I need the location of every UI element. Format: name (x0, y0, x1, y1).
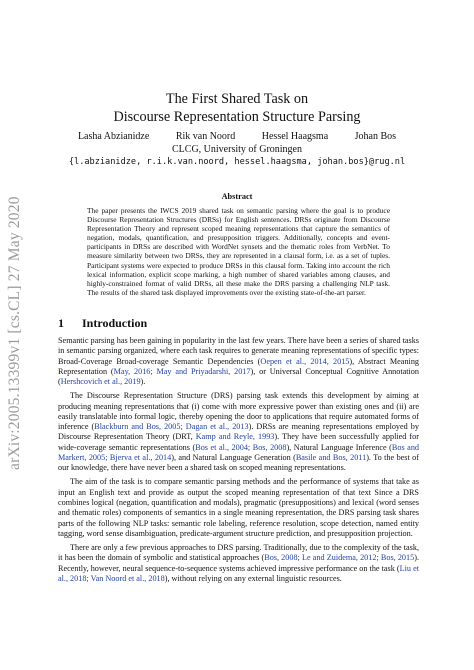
text-run: ). Recently, however, neural sequence-to-sequence systems achieved impressive performance on the task ( (58, 553, 419, 573)
citation-link[interactable]: Blackburn and Bos, 2005; Dagan et al., 2013 (94, 422, 249, 432)
author-list (0, 131, 474, 143)
affiliation: CLCG, University of Groningen (172, 144, 302, 155)
body-text (58, 336, 419, 588)
text-run: ), Natural Language Inference ( (286, 442, 392, 452)
author-name: Rik van Noord (175, 131, 236, 142)
text-run: ). They have been successfully applied for wide-coverage semantic representations ( (58, 432, 419, 452)
author-name: Hessel Haagsma (261, 131, 329, 142)
citation-link[interactable]: Hershcovich et al., 2019 (60, 377, 141, 387)
citation-link[interactable]: Bos et al., 2004; Bos, 2008 (195, 442, 287, 452)
paper-title-line-2: Discourse Representation Structure Parsing (113, 109, 361, 125)
text-run: Semantic parsing has been gaining in popularity in the last few years. There have been a series of shared tasks in semantic parsing organized, where each task requires to generate meaning representations of specific types: Broad-Coverage Broad-coverage Semantic Dependencies ( (58, 336, 419, 366)
abstract-text: The paper presents the IWCS 2019 shared task on semantic parsing where the goal is to produce Discourse Representation Structures (DRSs) for English sentences. DRSs originate from Discourse Representation Theory and represent scoped meaning representations that capture the semantics of negation, modals, quantification, and presupposition triggers. Additionally, concepts and event-participants in DRSs are described with WordNet synsets and the thematic roles from VerbNet. To measure similarity between two DRSs, they are represented in a clausal form, i.e. as a set of tuples. Participant systems were expected to produce DRSs in this clausal form. Taking into account the rich lexical information, explicit scope marking, a high number of shared variables among clauses, and highly-constrained format of valid DRSs, all these make the DRS parsing a challenging NLP task. The results of the shared task displayed improvements over the existing state-of-the-art parser. (87, 206, 390, 297)
text-run: ). To the best of our knowledge, there have never been a shared task on scoped meaning representations. (58, 453, 419, 473)
citation-link[interactable]: Kamp and Reyle, 1993 (195, 432, 275, 442)
author-emails[interactable]: {l.abzianidze, r.i.k.van.noord, hessel.haagsma, johan.bos}@rug.nl (68, 157, 406, 167)
author-name: Johan Bos (354, 131, 397, 142)
paragraph-2 (58, 391, 419, 473)
text-run: ), Abstract Meaning Representation ( (58, 356, 420, 376)
text-run: There are only a few previous approaches to DRS parsing. Traditionally, due to the complexity of the task, it has been the domain of symbolic and statistical approaches ( (58, 543, 419, 563)
text-run: ). (140, 377, 146, 387)
section-heading (58, 316, 147, 331)
citation-link[interactable]: Oepen et al., 2014, 2015 (260, 356, 350, 366)
abstract-heading: Abstract (221, 192, 253, 201)
citation-link[interactable]: Bos, 2008; Le and Zuidema, 2012; Bos, 2015 (264, 553, 415, 563)
text-run: ), without relying on any external linguistic resources. (164, 573, 342, 583)
citation-link[interactable]: Bos and Markert, 2005; Bjerva et al., 2014 (58, 442, 420, 463)
paragraph-4 (58, 543, 419, 584)
paragraph-3: The aim of the task is to compare semantic parsing methods and the performance of systems that take as input an English text and provide as output the scoped meaning representation of that text Since a DRS combines logical (negation, quantification and modals), pragmatic (presuppositions) and lexical (word senses and thematic roles) components of semantics in a single meaning representation, the DRS parsing task shares parts of the following NLP tasks: semantic role labeling, reference resolution, scope detection, named entity tagging, word sense disambiguation, predicate-argument structure prediction, and presupposition projection. (58, 477, 419, 538)
text-run: ). DRSs are meaning representations employed by Discourse Representation Theory (DRT, (58, 422, 419, 442)
section-number: 1 (58, 316, 64, 330)
author-name: Lasha Abzianidze (77, 131, 150, 142)
citation-link[interactable]: Liu et al., 2018; Van Noord et al., 2018 (58, 563, 419, 583)
citation-link[interactable]: May, 2016; May and Priyadarshi, 2017 (113, 366, 251, 376)
text-run: ), and Natural Language Generation ( (171, 453, 296, 463)
paragraph-1 (58, 336, 419, 387)
paper-title-line-1: The First Shared Task on (165, 91, 309, 107)
citation-link[interactable]: Basile and Bos, 2011 (295, 453, 367, 463)
text-run: ), or Universal Conceptual Cognitive Annotation ( (58, 366, 419, 387)
arxiv-identifier[interactable]: arXiv:2005.13399v1 [cs.CL] 27 May 2020 (6, 196, 23, 470)
section-title: Introduction (82, 316, 148, 330)
text-run: The Discourse Representation Structure (DRS) parsing task extends this development by aiming at producing meaning representations that (i) come with more expressive power than existing ones and (ii) are easily translatable into formal logic, thereby opening the door to applications that require automated forms of inference ( (58, 391, 419, 432)
